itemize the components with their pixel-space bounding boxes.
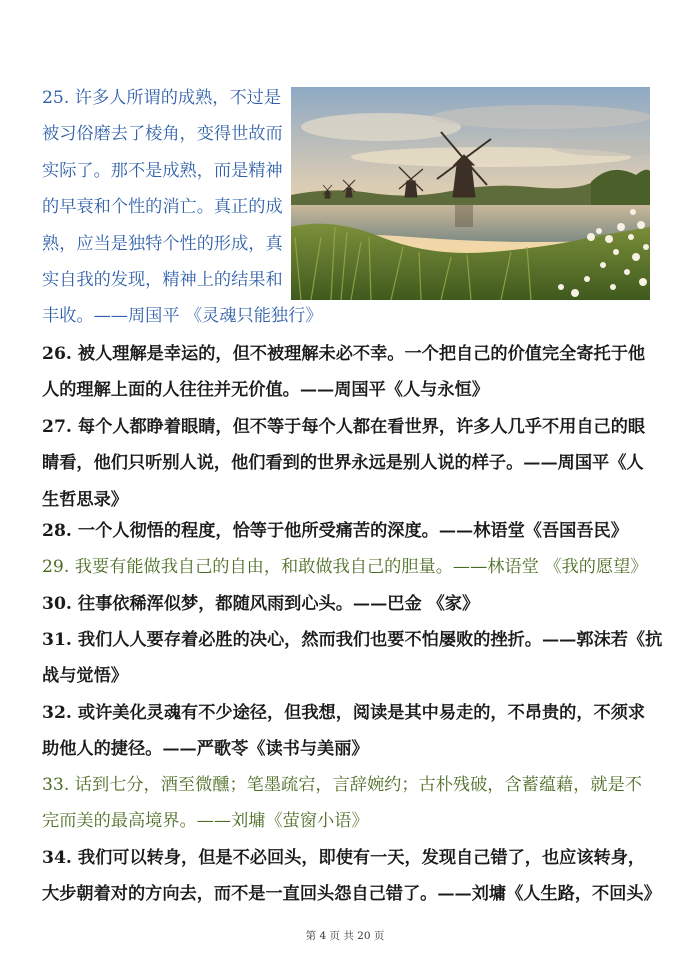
quote-26 (42, 336, 654, 409)
quote-27 (42, 409, 654, 518)
quote-34-line: 34. 我们可以转身，但是不必回头，即使有一天，发现自己错了，也应该转身， (42, 848, 646, 868)
page-number-footer: 第 4 页 共 20 页 (305, 930, 385, 942)
quote-31-line: 战与觉悟》 (42, 666, 128, 687)
quote-25-line: 被习俗磨去了棱角，变得世故而 (42, 124, 283, 145)
quote-25-line: 实际了。那不是成熟，而是精神 (42, 160, 283, 181)
quote-26-line: 人的理解上面的人往往并无价值。——周国平《人与永恒》 (42, 380, 489, 401)
quote-28 (42, 513, 654, 549)
quote-33-line: 33. 话到七分，酒至微醺；笔墨疏宕，言辞婉约；古朴残破，含蓄蕴藉，就是不 (42, 775, 642, 795)
quote-25-line: 实自我的发现，精神上的结果和 (42, 269, 283, 290)
quote-32-line: 助他人的捷径。——严歌苓《读书与美丽》 (42, 739, 369, 760)
quote-31 (42, 622, 663, 695)
quote-26-line: 26. 被人理解是幸运的，但不被理解未必不幸。一个把自己的价值完全寄托于他 (42, 344, 646, 364)
quote-34-line: 大步朝着对的方向去，而不是一直回头怨自己错了。——刘墉《人生路，不回头》 (42, 884, 661, 905)
quote-25-line: 25. 许多人所谓的成熟，不过是 (42, 88, 282, 108)
quote-25-line: 熟，应当是独特个性的形成，真 (42, 233, 283, 254)
quote-30-line: 30. 往事依稀浑似梦，都随风雨到心头。——巴金 《家》 (42, 594, 480, 614)
quote-25-line: 丰收。——周国平 《灵魂只能独行》 (42, 306, 323, 327)
quote-25 (42, 80, 323, 335)
quote-34 (42, 840, 661, 913)
quote-27-line: 27. 每个人都睁着眼睛，但不等于每个人都在看世界，许多人几乎不用自己的眼 (42, 417, 646, 437)
quote-30 (42, 586, 654, 622)
quote-33-line: 完而美的最高境界。——刘墉《萤窗小语》 (42, 811, 369, 832)
quote-29-line: 29. 我要有能做我自己的自由，和敢做我自己的胆量。——林语堂 《我的愿望》 (42, 557, 648, 577)
quote-32 (42, 695, 654, 768)
quote-29 (42, 549, 654, 585)
quote-33 (42, 767, 654, 840)
quote-27-line: 生哲思录》 (42, 489, 128, 510)
windmill-landscape-photo (291, 87, 650, 300)
quote-32-line: 32. 或许美化灵魂有不少途径，但我想，阅读是其中易走的，不昂贵的，不须求 (42, 703, 646, 723)
quote-31-line: 31. 我们人人要存着必胜的决心，然而我们也要不怕屡败的挫折。——郭沫若《抗 (42, 630, 663, 650)
quote-27-line: 睛看，他们只听别人说，他们看到的世界永远是别人说的样子。——周国平《人 (42, 453, 644, 474)
quote-25-line: 的早衰和个性的消亡。真正的成 (42, 197, 283, 218)
quote-28-line: 28. 一个人彻悟的程度，恰等于他所受痛苦的深度。——林语堂《吾国吾民》 (42, 521, 628, 541)
